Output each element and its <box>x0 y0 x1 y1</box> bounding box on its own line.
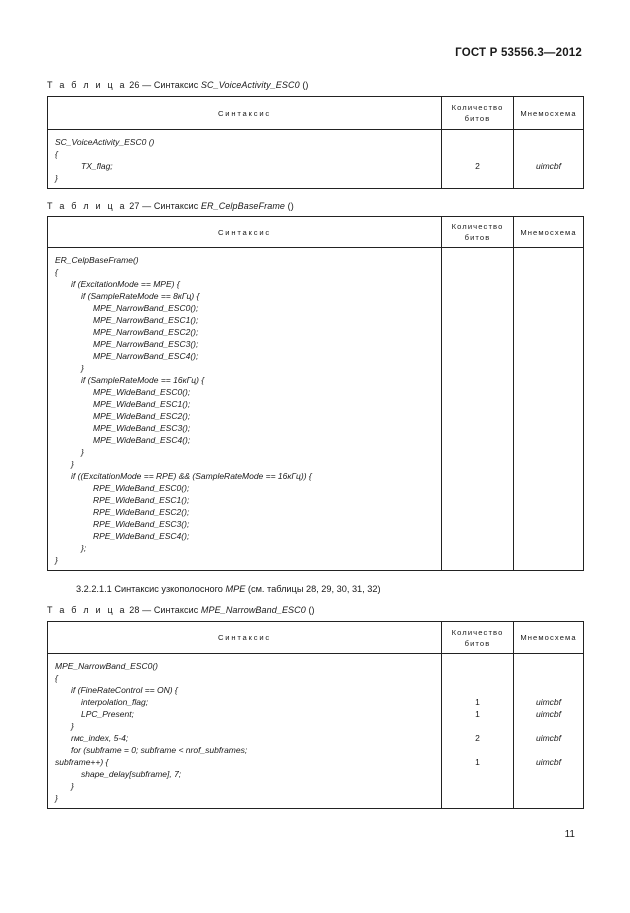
syntax-line: TX_flag; <box>81 161 113 171</box>
syntax-line: } <box>71 459 74 469</box>
table27-caption-name: ER_CelpBaseFrame <box>200 201 286 211</box>
mnemonic-value <box>514 792 583 804</box>
table28-caption-tail: () <box>305 605 315 615</box>
syntax-line: } <box>71 721 74 731</box>
syntax-line: MPE_NarrowBand_ESC0() <box>55 661 158 671</box>
table28-header-bits: Количество битов <box>442 622 514 654</box>
mnemonic-value: uimcbf <box>535 757 562 767</box>
syntax-line: } <box>71 781 74 791</box>
syntax-line: MPE_NarrowBand_ESC2(); <box>93 327 199 337</box>
table28-bits-cell <box>442 654 514 809</box>
table27 <box>47 216 584 571</box>
bit-count: 1 <box>475 757 480 767</box>
table26-caption-name: SC_VoiceActivity_ESC0 <box>200 80 300 90</box>
mnemonic-value: uimcbf <box>535 709 562 719</box>
syntax-line: RPE_WideBand_ESC0(); <box>93 483 190 493</box>
table27-body-row <box>48 248 584 571</box>
table26-header-row <box>48 97 584 130</box>
syntax-line: if ((ExcitationMode == RPE) && (SampleRateMode == 16кГц)) { <box>71 471 312 481</box>
table28-caption-text: 28 — Синтаксис <box>126 605 201 615</box>
table27-header-row <box>48 217 584 248</box>
table28-header-mnemonic: Мнемосхема <box>514 622 584 654</box>
table28 <box>47 621 584 809</box>
table28-caption-name: MPE_NarrowBand_ESC0 <box>200 605 306 615</box>
bit-count <box>442 684 513 696</box>
bit-count <box>442 172 513 184</box>
syntax-line: MPE_WideBand_ESC2(); <box>93 411 191 421</box>
syntax-line: } <box>81 447 84 457</box>
bit-count <box>442 148 513 160</box>
syntax-line: { <box>55 267 58 277</box>
mnemonic-value: uimcbf <box>535 733 562 743</box>
syntax-line: { <box>55 149 58 159</box>
syntax-line: } <box>81 363 84 373</box>
bit-count <box>442 136 513 148</box>
bit-count <box>442 780 513 792</box>
syntax-line: MPE_WideBand_ESC4(); <box>93 435 191 445</box>
table26-header-mnemonic: Мнемосхема <box>514 97 584 130</box>
syntax-line: for (subframe = 0; subframe < nrof_subframes; <box>71 745 248 755</box>
table27-header-syntax: Синтаксис <box>48 217 442 248</box>
section-number: 3.2.2.1.1 <box>76 584 112 594</box>
syntax-line: }; <box>81 543 87 553</box>
mnemonic-value <box>514 780 583 792</box>
table28-mnemonic-cell <box>514 654 584 809</box>
table28-caption <box>47 605 315 615</box>
mnemonic-value <box>514 148 583 160</box>
table28-caption-label: Т а б л и ц а <box>47 605 127 615</box>
bit-count: 1 <box>475 697 480 707</box>
bit-count: 1 <box>475 709 480 719</box>
syntax-line: ER_CelpBaseFrame() <box>55 255 139 265</box>
bit-count: 2 <box>475 161 480 171</box>
mnemonic-value <box>514 720 583 732</box>
syntax-line: MPE_NarrowBand_ESC0(); <box>93 303 199 313</box>
table27-caption-text: 27 — Синтаксис <box>126 201 201 211</box>
bit-count <box>442 792 513 804</box>
syntax-line: RPE_WideBand_ESC2(); <box>93 507 190 517</box>
syntax-line: RPE_WideBand_ESC1(); <box>93 495 190 505</box>
mnemonic-value <box>514 684 583 696</box>
syntax-line: interpolation_flag; <box>81 697 149 707</box>
table26-caption <box>47 80 309 90</box>
table28-header-syntax: Синтаксис <box>48 622 442 654</box>
section-heading <box>76 584 381 594</box>
syntax-line: MPE_NarrowBand_ESC3(); <box>93 339 199 349</box>
syntax-line: RPE_WideBand_ESC3(); <box>93 519 190 529</box>
syntax-line: shape_delay[subframe], 7; <box>81 769 182 779</box>
table27-caption <box>47 201 294 211</box>
table27-header-mnemonic: Мнемосхема <box>514 217 584 248</box>
syntax-line: MPE_WideBand_ESC0(); <box>93 387 191 397</box>
bit-count <box>442 672 513 684</box>
syntax-line: } <box>55 793 58 803</box>
document-standard-number: ГОСТ Р 53556.3—2012 <box>455 47 582 59</box>
table27-bits-cell <box>442 248 514 571</box>
syntax-line: MPE_WideBand_ESC1(); <box>93 399 191 409</box>
page-number: 11 <box>564 829 575 840</box>
table26-header-bits: Количество битов <box>442 97 514 130</box>
syntax-line: if (FineRateControl == ON) { <box>71 685 178 695</box>
table26-mnemonic-cell <box>514 130 584 189</box>
syntax-line: RPE_WideBand_ESC4(); <box>93 531 190 541</box>
section-text-italic: MPE <box>225 584 246 594</box>
table27-mnemonic-cell <box>514 248 584 571</box>
syntax-line: MPE_NarrowBand_ESC4(); <box>93 351 199 361</box>
syntax-line: MPE_WideBand_ESC3(); <box>93 423 191 433</box>
section-text-before: Синтаксис узкополосного <box>111 584 226 594</box>
bit-count <box>442 768 513 780</box>
mnemonic-value: uimcbf <box>535 161 562 171</box>
table26-bits-cell <box>442 130 514 189</box>
table26-body-row <box>48 130 584 189</box>
table26 <box>47 96 584 189</box>
syntax-line: subframe++) { <box>55 757 109 767</box>
syntax-line: { <box>55 673 58 683</box>
table26-syntax-cell <box>48 130 442 189</box>
table27-caption-label: Т а б л и ц а <box>47 201 127 211</box>
table28-syntax-cell <box>48 654 442 809</box>
mnemonic-value <box>514 660 583 672</box>
bit-count: 2 <box>475 733 480 743</box>
syntax-line: SC_VoiceActivity_ESC0 () <box>55 137 155 147</box>
table27-caption-tail: () <box>285 201 294 211</box>
table27-syntax-cell <box>48 248 442 571</box>
mnemonic-value <box>514 172 583 184</box>
section-text-after: (см. таблицы 28, 29, 30, 31, 32) <box>245 584 381 594</box>
mnemonic-value <box>514 672 583 684</box>
syntax-line: rмс_index, 5-4; <box>71 733 129 743</box>
bit-count <box>442 660 513 672</box>
syntax-line: if (SampleRateMode == 16кГц) { <box>81 375 205 385</box>
mnemonic-value <box>514 768 583 780</box>
table26-caption-tail: () <box>299 80 309 90</box>
table26-header-syntax: Синтаксис <box>48 97 442 130</box>
bit-count <box>442 744 513 756</box>
table28-header-row <box>48 622 584 654</box>
table28-body-row <box>48 654 584 809</box>
syntax-line: if (ExcitationMode == MPE) { <box>71 279 180 289</box>
syntax-line: LPC_Present; <box>81 709 134 719</box>
mnemonic-value <box>514 136 583 148</box>
table26-caption-text: 26 — Синтаксис <box>126 80 201 90</box>
mnemonic-value <box>514 744 583 756</box>
table27-header-bits: Количество битов <box>442 217 514 248</box>
mnemonic-value: uimcbf <box>535 697 562 707</box>
syntax-line: } <box>55 555 58 565</box>
syntax-line: if (SampleRateMode == 8кГц) { <box>81 291 200 301</box>
syntax-line: } <box>55 173 58 183</box>
table26-caption-label: Т а б л и ц а <box>47 80 127 90</box>
syntax-line: MPE_NarrowBand_ESC1(); <box>93 315 199 325</box>
bit-count <box>442 720 513 732</box>
